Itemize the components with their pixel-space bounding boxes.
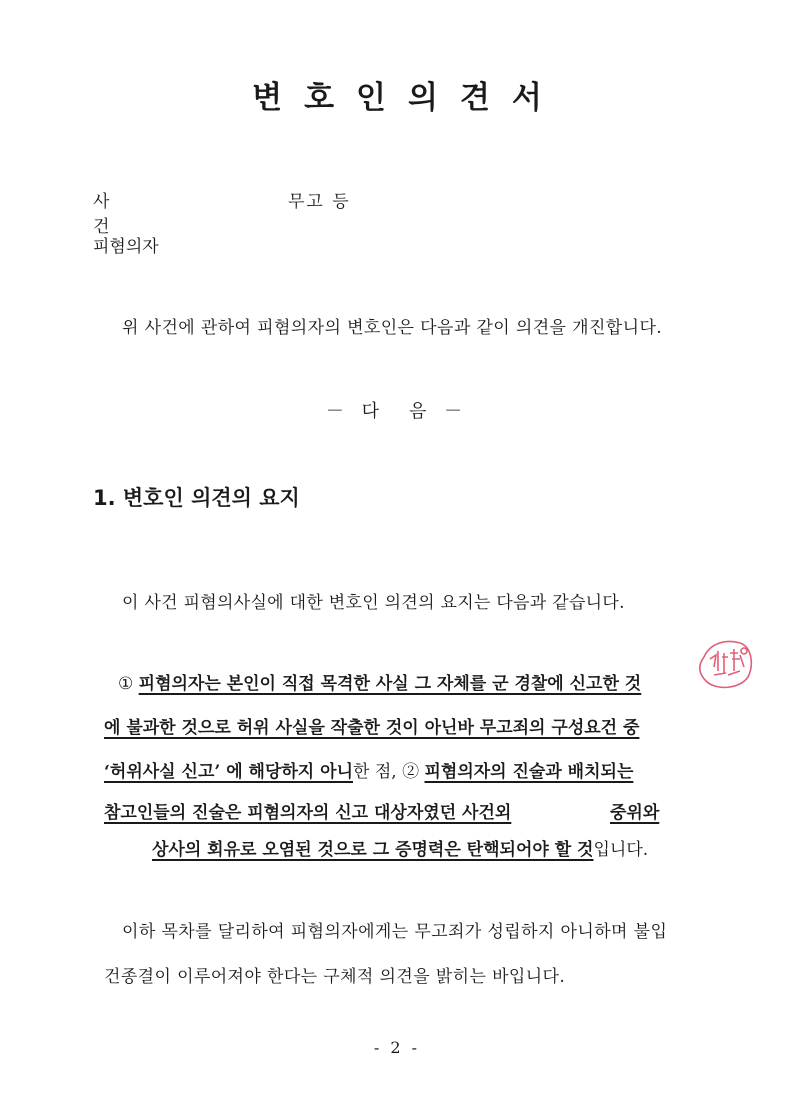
point2-text-4: 상사의 회유로 오염된 것으로 그 증명력은 탄핵되어야 할 것 — [152, 840, 594, 860]
point2-text-4-plain: 입니다. — [593, 840, 649, 860]
case-row — [93, 187, 351, 237]
point2-text-3: 중위와 — [610, 803, 660, 823]
point1-marker: ① — [118, 674, 134, 694]
separator-left: － 다 — [325, 401, 385, 422]
page-number: - 2 - — [373, 1038, 421, 1057]
suspect-label: 피혐의자 — [93, 237, 159, 257]
separator — [0, 397, 794, 423]
point1-line2 — [104, 713, 639, 738]
summary-intro: 이 사건 피혐의사실에 대한 변호인 의견의 요지는 다음과 같습니다. — [122, 593, 625, 613]
point1-line3 — [104, 757, 633, 782]
point2-line4 — [104, 798, 660, 823]
point1-text-2: 에 불과한 것으로 허위 사실을 작출한 것이 아닌바 무고죄의 구성요건 중 — [104, 718, 640, 738]
outro-line2: 건종결이 이루어져야 한다는 구체적 의견을 밝히는 바입니다. — [104, 967, 566, 987]
point1-text-3: ‘허위사실 신고’ 에 해당하지 아니 — [104, 762, 353, 782]
separator-right: 음 － — [409, 401, 469, 422]
point1-text-3-plain: 한 점, — [353, 762, 397, 782]
outro-line1: 이하 목차를 달리하여 피혐의자에게는 무고죄가 성립하지 아니하며 불입 — [122, 922, 668, 942]
point2-text-1: 피혐의자의 진술과 배치되는 — [424, 762, 634, 782]
point2-line5 — [152, 835, 648, 860]
point2-text-2: 참고인들의 진술은 피혐의자의 신고 대상자였던 사건외 — [104, 803, 512, 823]
case-value: 무고 등 — [288, 192, 351, 212]
point1-text-1: 피혐의자는 본인이 직접 목격한 사실 그 자체를 군 경찰에 신고한 것 — [138, 674, 642, 694]
case-label: 사 건 — [93, 192, 142, 237]
point2-marker: ② — [402, 762, 420, 782]
section-heading: 1. 변호인 의견의 요지 — [93, 486, 300, 510]
intro-paragraph: 위 사건에 관하여 피혐의자의 변호인은 다음과 같이 의견을 개진합니다. — [122, 318, 663, 338]
document-title: 변호인의견서 — [252, 80, 564, 116]
seal-stamp-icon — [696, 637, 756, 693]
point1-line1 — [118, 669, 641, 694]
